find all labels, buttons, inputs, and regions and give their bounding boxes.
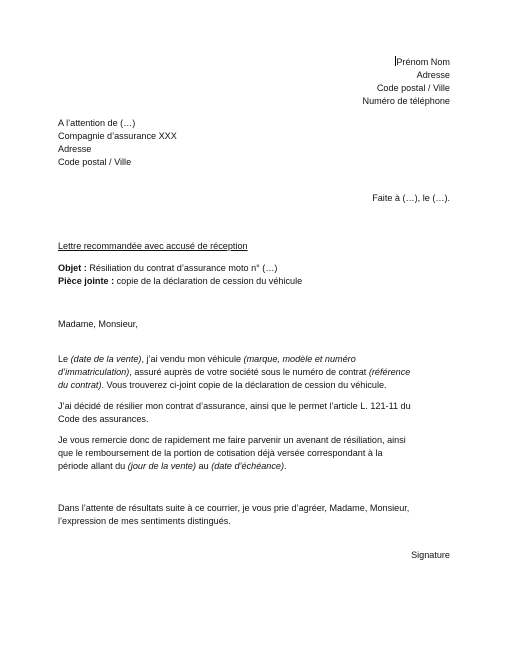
object-line (58, 262, 450, 275)
p1-text-i: . Vous trouverez ci-joint copie de la déclaration de cession du véhicule. (101, 380, 387, 390)
place-date: Faite à (…), le (…). (372, 193, 450, 203)
sender-name-line (58, 56, 450, 69)
p3-sale-day: (jour de la vente) (127, 461, 197, 471)
paragraph-3 (58, 434, 453, 473)
p1-sale-date: (date de la vente) (70, 354, 142, 364)
p1-registration: d’immatriculation) (58, 367, 130, 377)
p3-due-date: (date d’échéance) (211, 461, 285, 471)
attachment-label: Pièce jointe : (58, 276, 115, 286)
p1-line-2 (58, 366, 453, 379)
p1-line-3 (58, 379, 453, 392)
signature: Signature (411, 550, 450, 560)
recipient-address: Adresse (58, 144, 92, 154)
attachment-line (58, 275, 450, 288)
p1-text-a: Le (58, 354, 71, 364)
p1-reference: (référence (368, 367, 411, 377)
closing-line-1: Dans l’attente de résultats suite à ce courrier, je vous prie d’agréer, Madame, Monsieur, (58, 503, 410, 513)
closing-line-2: l’expression de mes sentiments distingués. (58, 516, 231, 526)
attachment-text: copie de la déclaration de cession du véhicule (114, 276, 303, 286)
p3-line-3 (58, 460, 453, 473)
recipient-company: Compagnie d’assurance XXX (58, 131, 177, 141)
p1-line-1 (58, 353, 453, 366)
p2-line-1: J’ai décidé de résilier mon contrat d’assurance, ainsi que le permet l’article L. 121-11 du (58, 401, 411, 411)
sender-name: Prénom Nom (396, 57, 450, 67)
closing-paragraph (58, 502, 453, 528)
paragraph-1 (58, 353, 453, 392)
recipient-city: Code postal / Ville (58, 157, 132, 167)
p3-line-1: Je vous remercie donc de rapidement me faire parvenir un avenant de résiliation, ainsi (58, 435, 406, 445)
p1-vehicle: (marque, modèle et numéro (243, 354, 356, 364)
salutation: Madame, Monsieur, (58, 319, 138, 329)
p3-line-2: que le remboursement de la portion de cotisation déjà versée correspondant à la (58, 448, 383, 458)
p3-text-a: période allant du (58, 461, 128, 471)
sender-city: Code postal / Ville (376, 83, 450, 93)
p2-line-2: Code des assurances. (58, 414, 149, 424)
sender-address: Adresse (416, 70, 450, 80)
p3-text-c: au (196, 461, 212, 471)
p1-text-c: , j’ai vendu mon véhicule (141, 354, 244, 364)
recipient-block (58, 117, 450, 169)
registered-text: Lettre recommandée avec accusé de réception (58, 241, 248, 251)
registered-mention (58, 240, 450, 253)
paragraph-2 (58, 400, 453, 426)
subject-block (58, 262, 450, 288)
sender-block (58, 56, 450, 108)
object-label: Objet : (58, 263, 87, 273)
recipient-attention: A l’attention de (…) (58, 118, 136, 128)
p3-text-e: . (284, 461, 287, 471)
p1-text-f: , assuré auprès de votre société sous le numéro de contrat (129, 367, 369, 377)
sender-phone: Numéro de téléphone (362, 96, 450, 106)
p1-contract: du contrat) (58, 380, 102, 390)
object-text: Résiliation du contrat d’assurance moto n° (…) (86, 263, 278, 273)
